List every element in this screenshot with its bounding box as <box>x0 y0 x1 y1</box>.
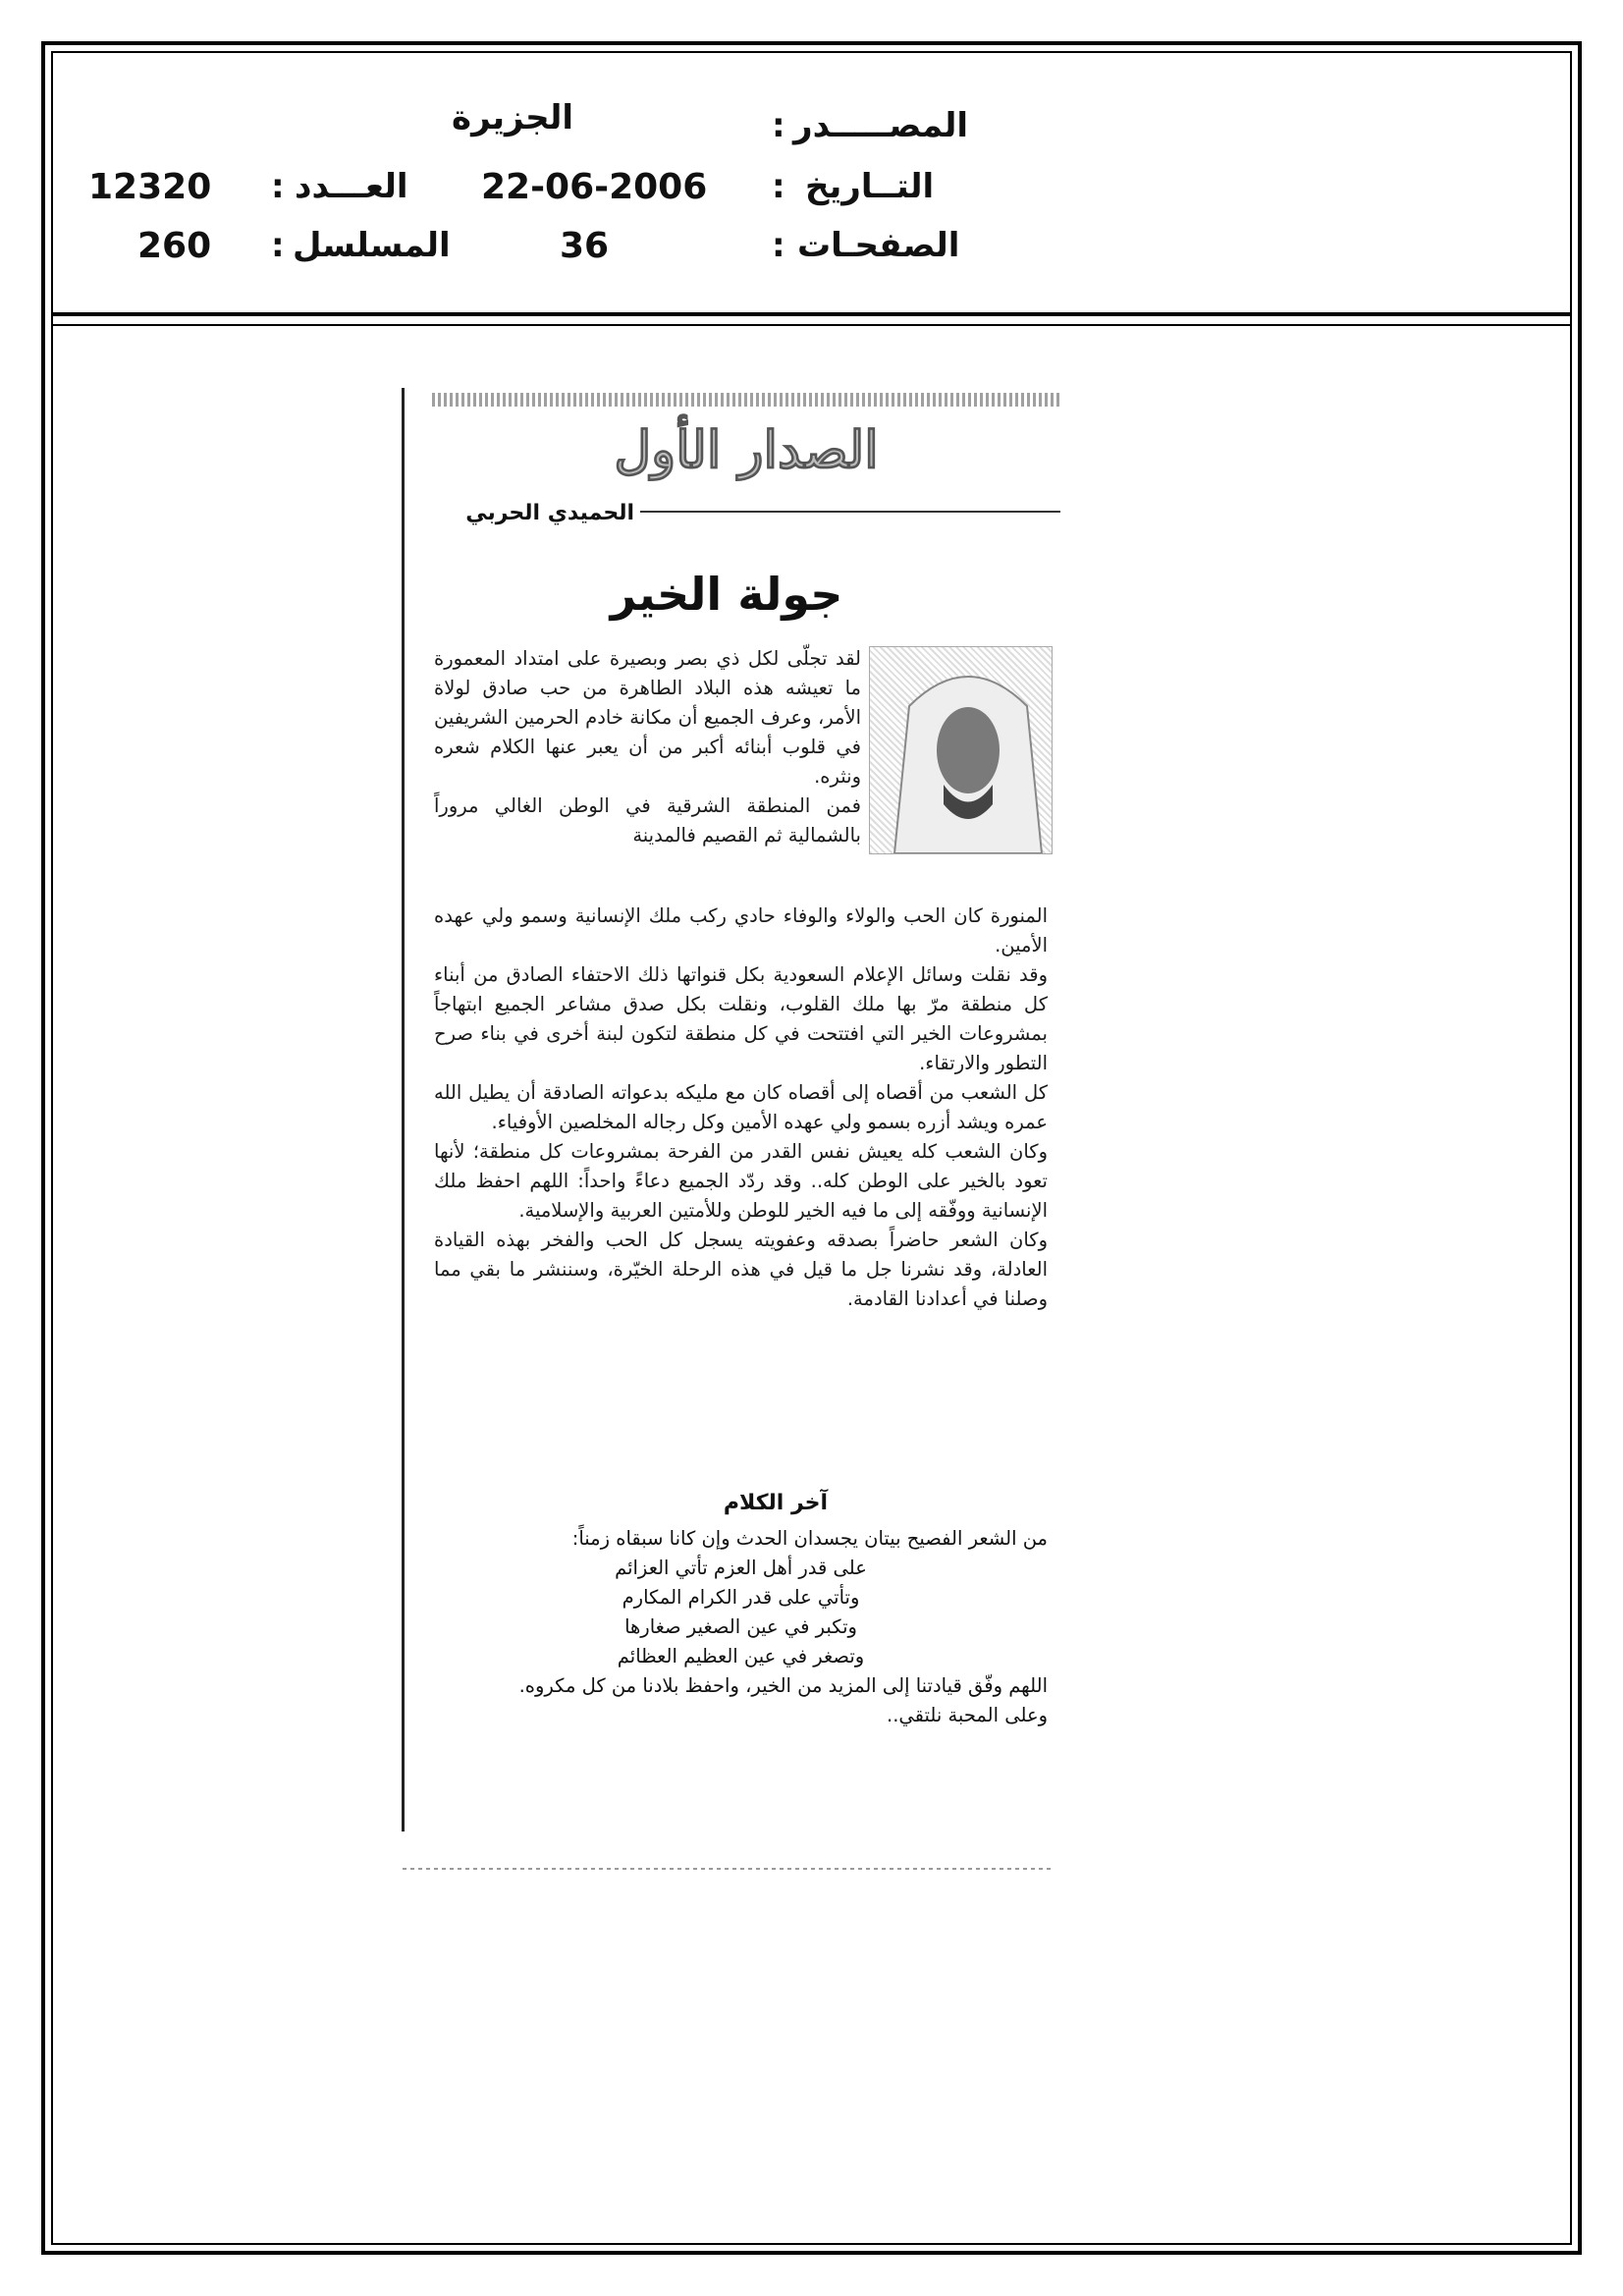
paragraph: لقد تجلّى لكل ذي بصر وبصيرة على امتداد المعمورة ما تعيشه هذه البلاد الطاهرة من حب صادق لولاة الأمر، وعرف الجميع أن مكانة خادم الحرمين الشريفين في قلوب أبنائه أكبر من أن يعبر عنها الكلام شعره ونثره. <box>434 647 861 788</box>
author-name: الحميدي الحربي <box>432 501 640 525</box>
verse-line: وتصغر في عين العظيم العظائم <box>617 1645 865 1667</box>
issue-colon: : <box>271 167 285 206</box>
paragraph: وكان الشعر حاضراً بصدقه وعفويته يسجل كل الحب والفخر بهذه القيادة العادلة، وقد نشرنا جل ما قيل في هذه الرحلة الخيّرة، وسننشر ما بقي مما وصلنا في أعدادنا القادمة. <box>434 1229 1048 1310</box>
serial-colon: : <box>271 226 285 265</box>
date-label: التــاريخ <box>805 167 935 206</box>
closing-section <box>434 1524 1048 1730</box>
source-value: الجزيرة <box>452 98 574 137</box>
article-title: جولة الخير <box>610 568 843 621</box>
date-value: 22-06-2006 <box>481 167 708 207</box>
verse-line: على قدر أهل العزم تأتي العزائم <box>615 1557 867 1579</box>
verse-line: وتكبر في عين الصغير صغارها <box>624 1615 857 1638</box>
article-body-wide <box>434 902 1048 1314</box>
header-separator <box>51 312 1572 316</box>
closing-prayer: اللهم وفّق قيادتنا إلى المزيد من الخير، واحفظ بلادنا من كل مكروه. <box>518 1674 1048 1697</box>
signoff: وعلى المحبة نلتقي.. <box>887 1704 1048 1726</box>
clipping-top-edge <box>432 393 1060 407</box>
date-colon: : <box>772 167 785 206</box>
paragraph: كل الشعب من أقصاه إلى أقصاه كان مع مليكه بدعواته الصادقة أن يطيل الله عمره ويشد أزره بسمو ولي عهده الأمين وكل رجاله المخلصين الأوفياء. <box>434 1081 1048 1133</box>
clipping-column-rule <box>402 388 405 1831</box>
source-label: المصـــــدر <box>793 106 969 145</box>
verse-line: وتأتي على قدر الكرام المكارم <box>622 1586 860 1609</box>
paragraph: وكان الشعب كله يعيش نفس القدر من الفرحة بمشروعات كل منطقة؛ لأنها تعود بالخير على الوطن كله.. وقد ردّد الجميع دعاءً واحداً: اللهم احفظ ملك الإنسانية ووفّقه إلى ما فيه الخير للوطن وللأمتين العربية والإسلامية. <box>434 1140 1048 1222</box>
closing-intro: من الشعر الفصيح بيتان يجسدان الحدث وإن كانا سبقاه زمناً: <box>571 1527 1048 1550</box>
source-colon: : <box>772 106 785 145</box>
clipping-bottom-edge <box>403 1868 1051 1870</box>
article-body-narrow <box>434 644 861 850</box>
author-photo <box>869 646 1053 854</box>
header-separator-thin <box>51 324 1572 326</box>
issue-value: 12320 <box>88 167 212 207</box>
paragraph: المنورة كان الحب والولاء والوفاء حادي ركب ملك الإنسانية وسمو ولي عهده الأمين. <box>434 904 1048 957</box>
paragraph: فمن المنطقة الشرقية في الوطن الغالي مروراً بالشمالية ثم القصيم فالمدينة <box>434 794 861 847</box>
author-portrait-icon <box>870 647 1052 853</box>
serial-label: المسلسل <box>293 226 451 265</box>
paragraph: وقد نقلت وسائل الإعلام السعودية بكل قنواتها ذلك الاحتفاء الصادق من أبناء كل منطقة مرّ بها ملك القلوب، ونقلت بكل صدق مشاعر الجميع ابتهاجاً بمشروعات الخير التي افتتحت في كل منطقة لتكون لبنة أخرى في بناء صرح التطور والارتقاء. <box>434 963 1048 1074</box>
serial-value: 260 <box>137 226 212 266</box>
issue-label: العـــدد <box>295 167 408 206</box>
pages-value: 36 <box>560 226 610 266</box>
pages-colon: : <box>772 226 785 265</box>
pages-label: الصفحـات <box>797 226 960 265</box>
section-logo: الصدار الأول <box>614 420 879 480</box>
closing-subheading: آخر الكلام <box>723 1491 829 1515</box>
